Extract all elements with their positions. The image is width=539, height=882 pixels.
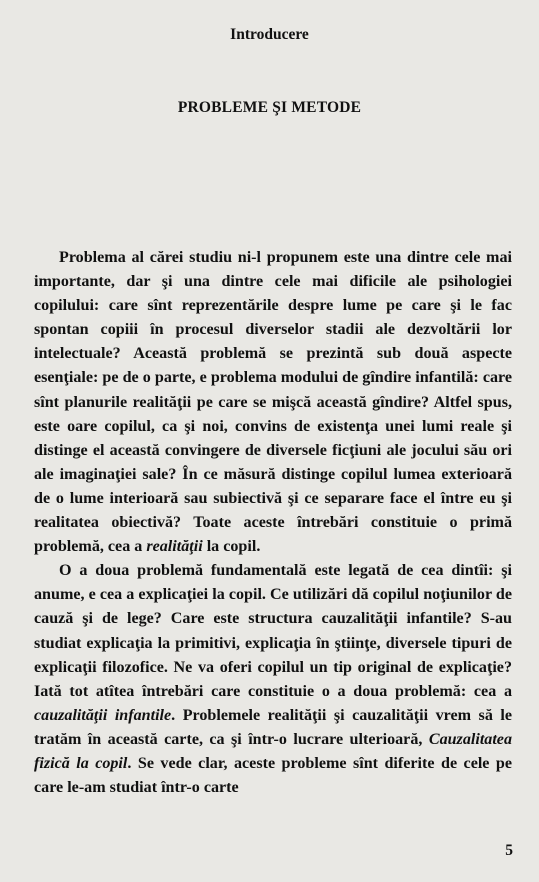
text-run: . Se vede clar, aceste probleme sînt diferite de cele pe care le-am studiat într-o carte — [34, 754, 513, 797]
section-title: PROBLEME ŞI METODE — [177, 99, 362, 116]
italic-term: Cauzalitatea fizică la copil — [34, 730, 512, 772]
italic-term: cauzalităţii infantile — [34, 706, 172, 724]
page-number: 5 — [505, 842, 513, 859]
paragraph — [34, 246, 512, 559]
text-run: O a doua problemă fundamentală este legată de cea dintîi: şi anume, e cea a explicaţiei la copil. Ce utilizări dă copilul noţiunilor de cauză şi de lege? Care este structura cauzalităţii infantile? S-au studiat explicaţia la primitivi, explicaţia în ştiinţe, diversele tipuri de explicaţii filozofice. Ne va oferi copilul un tip original de explicaţie? Iată tot atîtea întrebări care constituie o a doua problemă: cea a — [34, 562, 512, 700]
chapter-heading: Introducere — [230, 26, 309, 43]
italic-term: realităţii — [146, 538, 203, 556]
text-run: Problema al cărei studiu ni-l propunem este una dintre cele mai importante, dar şi una dintre cele mai dificile ale psihologiei copilului: care sînt reprezentările despre lume pe care şi le fac spontan copiii în procesul diverselor stadii ale dezvoltării lor intelectuale? Această problemă se prezintă sub două aspecte esenţiale: pe de o parte, e problema modului de gîndire infantilă: care sînt planurile realităţii pe care se mişcă această gîndire? Altfel spus, este oare copilul, ca şi noi, convins de existenţa unei lumi reale şi distinge el această convingere de diversele ficţiuni ale jocului său ori ale imaginaţiei sale? În ce măsură distinge copilul lumea exterioară de o lume interioară sau subiectivă şi ce separare face el între eu şi realitatea obiectivă? Toate aceste întrebări constituie o primă problemă, cea a — [34, 249, 512, 556]
text-run: . Problemele realităţii şi cauzalităţii vrem să le tratăm în această carte, ca şi într-o lucrare ulterioară, — [34, 706, 512, 748]
paragraph — [34, 559, 512, 800]
body-text — [34, 246, 512, 800]
text-run: la copil. — [202, 538, 261, 556]
